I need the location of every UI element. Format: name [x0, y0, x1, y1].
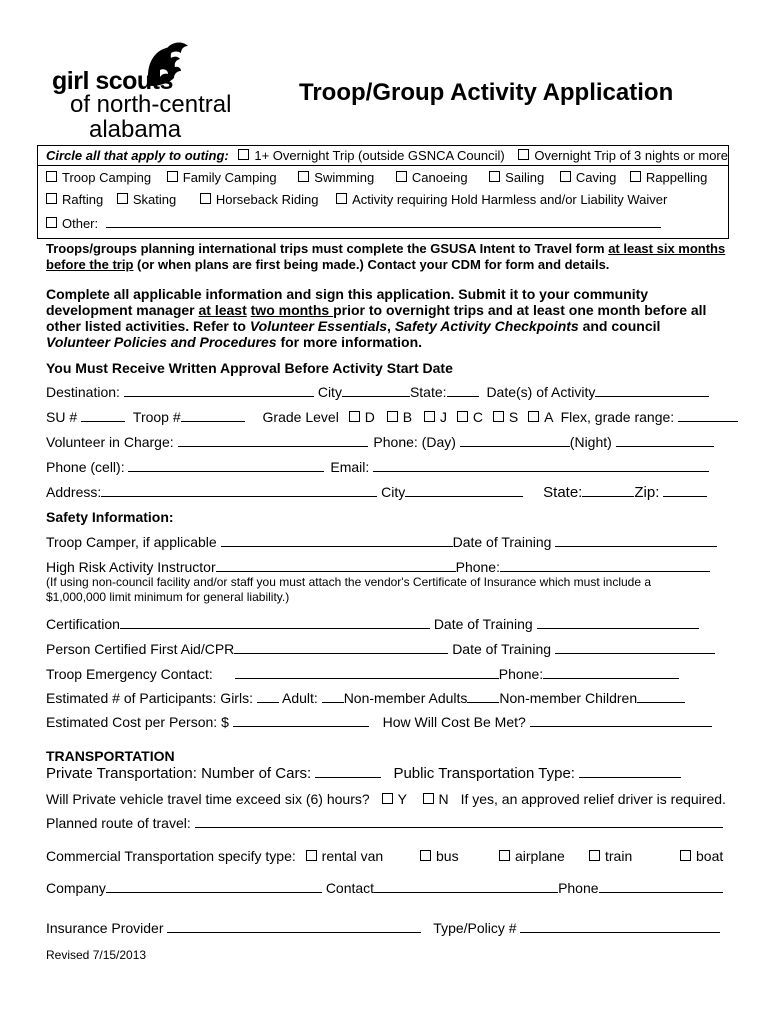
nonmember-adults-input[interactable]	[467, 690, 499, 703]
high-risk-row: High Risk Activity Instructor Phone:	[46, 559, 710, 575]
option-rappelling[interactable]: Rappelling	[630, 170, 707, 185]
checkbox-icon[interactable]	[499, 850, 510, 861]
checkbox-icon[interactable]	[560, 171, 571, 182]
certification-row: Certification Date of Training	[46, 616, 699, 632]
checkbox-icon[interactable]	[238, 149, 249, 160]
insurance-note: (If using non-council facility and/or staff you must attach the vendor's Certificate of Insurance which must include a $1,000,000 limit minimum for general liability.)	[46, 575, 652, 604]
emergency-row: Troop Emergency Contact: Phone:	[46, 666, 679, 682]
option-caving[interactable]: Caving	[560, 170, 616, 185]
checkbox-icon[interactable]	[420, 850, 431, 861]
phone-day-input[interactable]	[460, 434, 570, 447]
emergency-phone-input[interactable]	[543, 666, 679, 679]
transportation-heading: TRANSPORTATION	[46, 748, 175, 764]
type-airplane[interactable]: airplane	[499, 848, 565, 864]
first-aid-row: Person Certified First Aid/CPR Date of Training	[46, 641, 715, 657]
route-input[interactable]	[195, 815, 723, 828]
volunteer-row: Volunteer in Charge: Phone: (Day) (Night)	[46, 434, 714, 450]
checkbox-icon[interactable]	[306, 850, 317, 861]
checkbox-icon[interactable]	[589, 850, 600, 861]
volunteer-input[interactable]	[178, 434, 368, 447]
checkbox-icon[interactable]	[298, 171, 309, 182]
option-family-camping[interactable]: Family Camping	[167, 170, 277, 185]
grade-a[interactable]: A	[528, 409, 553, 425]
first-aid-date-input[interactable]	[555, 641, 715, 654]
exceed-row: Will Private vehicle travel time exceed six (6) hours? Y N If yes, an approved relief driver is required.	[46, 791, 726, 807]
checkbox-icon[interactable]	[396, 171, 407, 182]
address-row: Address: City State: Zip:	[46, 484, 707, 501]
outing-row-2	[46, 170, 707, 185]
checkbox-icon[interactable]	[457, 411, 468, 422]
cost-input[interactable]	[233, 714, 369, 727]
phone-night-input[interactable]	[616, 434, 714, 447]
troop-input[interactable]	[181, 409, 245, 422]
checkbox-icon[interactable]	[349, 411, 360, 422]
grade-range-input[interactable]	[678, 409, 738, 422]
address-state-input[interactable]	[582, 484, 634, 497]
approval-heading: You Must Receive Written Approval Before Activity Start Date	[46, 360, 453, 376]
grade-c[interactable]: C	[457, 409, 483, 425]
option-canoeing[interactable]: Canoeing	[396, 170, 468, 185]
checkbox-icon[interactable]	[493, 411, 504, 422]
zip-input[interactable]	[663, 484, 707, 497]
email-input[interactable]	[373, 459, 709, 472]
grade-b[interactable]: B	[387, 409, 412, 425]
exceed-yes[interactable]: Y	[382, 791, 407, 807]
camper-training-date-input[interactable]	[555, 534, 717, 547]
destination-row: Destination: City State: Date(s) of Activity	[46, 384, 709, 400]
su-row: SU # Troop # Grade Level D B J C S A Flex, grade range:	[46, 409, 738, 425]
checkbox-icon[interactable]	[387, 411, 398, 422]
certification-date-input[interactable]	[537, 616, 699, 629]
outing-row-3	[46, 192, 667, 207]
cars-input[interactable]	[315, 765, 381, 778]
logo-line-1: girl scouts	[52, 67, 173, 95]
policy-input[interactable]	[520, 920, 720, 933]
outing-row-4	[46, 215, 661, 231]
insurance-row: Insurance Provider Type/Policy #	[46, 920, 720, 936]
adults-input[interactable]	[322, 690, 344, 703]
address-city-input[interactable]	[405, 484, 523, 497]
page-title: Troop/Group Activity Application	[299, 79, 674, 106]
revised-date: Revised 7/15/2013	[46, 948, 147, 962]
company-input[interactable]	[106, 880, 322, 893]
cost-met-input[interactable]	[530, 714, 712, 727]
checkbox-icon[interactable]	[46, 217, 57, 228]
checkbox-icon[interactable]	[423, 793, 434, 804]
company-phone-input[interactable]	[599, 880, 723, 893]
checkbox-icon[interactable]	[630, 171, 641, 182]
cost-row: Estimated Cost per Person: $ How Will Cost Be Met?	[46, 714, 712, 730]
checkbox-icon[interactable]	[489, 171, 500, 182]
option-overnight-outside[interactable]: 1+ Overnight Trip (outside GSNCA Council)	[238, 148, 504, 163]
troop-camper-row: Troop Camper, if applicable Date of Training	[46, 534, 717, 550]
destination-input[interactable]	[124, 384, 314, 397]
su-input[interactable]	[81, 409, 125, 422]
first-aid-input[interactable]	[234, 641, 448, 654]
option-troop-camping[interactable]: Troop Camping	[46, 170, 151, 185]
route-row: Planned route of travel:	[46, 815, 723, 831]
option-skating[interactable]: Skating	[117, 192, 176, 207]
option-rafting[interactable]: Rafting	[46, 192, 103, 207]
option-overnight-3-nights[interactable]: Overnight Trip of 3 nights or more	[518, 148, 728, 163]
option-sailing[interactable]: Sailing	[489, 170, 544, 185]
troop-camper-input[interactable]	[221, 534, 453, 547]
checkbox-icon[interactable]	[518, 149, 529, 160]
grade-j[interactable]: J	[424, 409, 447, 425]
contact-input[interactable]	[374, 880, 558, 893]
instructions: Complete all applicable information and sign this application. Submit it to your community development manager at least two months prior to overnight trips and at least one month before all other listed activities. Refer to Volunteer Essentials, Safety Activity Checkpoints and council Volunteer Policies and Procedures for more information.	[46, 286, 707, 350]
checkbox-icon[interactable]	[336, 193, 347, 204]
high-risk-input[interactable]	[216, 559, 456, 572]
exceed-no[interactable]: N	[423, 791, 449, 807]
type-boat[interactable]: boat	[680, 848, 723, 864]
option-swimming[interactable]: Swimming	[298, 170, 374, 185]
address-input[interactable]	[101, 484, 377, 497]
insurance-input[interactable]	[167, 920, 421, 933]
option-horseback-riding[interactable]: Horseback Riding	[200, 192, 319, 207]
type-rental-van[interactable]: rental van	[306, 848, 383, 864]
checkbox-icon[interactable]	[200, 193, 211, 204]
public-transport-input[interactable]	[579, 765, 681, 778]
other-input[interactable]	[106, 215, 661, 228]
checkbox-icon[interactable]	[167, 171, 178, 182]
outing-divider	[37, 165, 729, 166]
safety-heading: Safety Information:	[46, 509, 174, 525]
checkbox-icon[interactable]	[46, 193, 57, 204]
grade-d[interactable]: D	[349, 409, 375, 425]
logo-line-3: alabama	[89, 116, 182, 143]
outing-lead: Circle all that apply to outing:	[46, 148, 229, 163]
checkbox-icon[interactable]	[528, 411, 539, 422]
checkbox-icon[interactable]	[382, 793, 393, 804]
type-bus[interactable]: bus	[420, 848, 459, 864]
checkbox-icon[interactable]	[680, 850, 691, 861]
certification-input[interactable]	[120, 616, 430, 629]
phone-cell-row: Phone (cell): Email:	[46, 459, 709, 475]
logo-line-2: of north-central	[70, 91, 232, 118]
girls-input[interactable]	[257, 690, 279, 703]
checkbox-icon[interactable]	[117, 193, 128, 204]
city-input[interactable]	[342, 384, 410, 397]
commercial-row: Commercial Transportation specify type: rental van	[46, 848, 384, 864]
dates-input[interactable]	[595, 384, 709, 397]
company-row: Company Contact Phone	[46, 880, 723, 896]
nonmember-children-input[interactable]	[637, 690, 685, 703]
phone-cell-input[interactable]	[128, 459, 324, 472]
outing-row-1	[46, 148, 728, 163]
checkbox-icon[interactable]	[46, 171, 57, 182]
state-input[interactable]	[447, 384, 479, 397]
option-hold-harmless[interactable]: Activity requiring Hold Harmless and/or Liability Waiver	[336, 192, 667, 207]
grade-s[interactable]: S	[493, 409, 518, 425]
emergency-input[interactable]	[235, 666, 499, 679]
private-transport-row: Private Transportation: Number of Cars: Public Transportation Type:	[46, 765, 681, 782]
checkbox-icon[interactable]	[424, 411, 435, 422]
participants-row: Estimated # of Participants: Girls: Adult: Non-member Adults Non-member Children	[46, 690, 685, 706]
high-risk-phone-input[interactable]	[500, 559, 710, 572]
other-label: Other:	[62, 216, 99, 231]
type-train[interactable]: train	[589, 848, 632, 864]
international-notice: Troops/groups planning international trips must complete the GSUSA Intent to Travel form at least six months before the trip (or when plans are first being made.) Contact your CDM for form and details.	[46, 241, 726, 272]
